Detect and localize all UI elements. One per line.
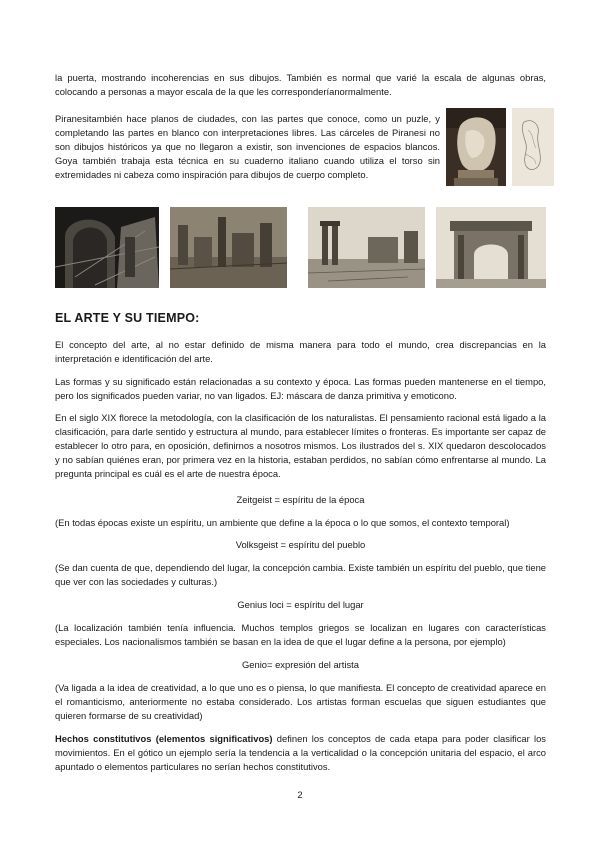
desc-genius-loci: [55, 621, 546, 649]
paragraph-text: (Se dan cuenta de que, dependiendo del lugar, la concepción cambia. Existe también un espíritu del pueblo, que tiene que ver con las sociedades y culturas.): [55, 562, 546, 587]
paragraph-piranesi: [55, 112, 440, 182]
desc-zeitgeist: [55, 516, 546, 530]
paragraph-siglo-xix: [55, 411, 546, 481]
paragraph-concepto-arte: [55, 338, 546, 366]
paragraph-hechos-constitutivos: [55, 732, 546, 774]
paragraph-text: la puerta, mostrando incoherencias en sus dibujos. También es normal que varié la escala de algunas obras, colocando a personas a mayor escala de la que les corresponderíanormalmente.: [55, 72, 546, 97]
roman-forum-etching-image: [308, 207, 425, 288]
paragraph-text: (La localización también tenía influencia. Muchos templos griegos se localizan en lugares con características especiales. Los nacionalismos también se basan en la idea de que el lugar define a la persona, por ejemplo): [55, 622, 546, 647]
section-heading: EL ARTE Y SU TIEMPO:: [55, 311, 200, 325]
page-number: 2: [297, 789, 303, 800]
term-text: Genio= expresión del artista: [242, 659, 359, 670]
campo-marzio-etching-image: [170, 207, 287, 288]
goya-sketch-image: [512, 108, 554, 186]
torso-sculpture-image: [446, 108, 506, 186]
carceri-etching-image: [55, 207, 159, 288]
desc-genio: [55, 681, 546, 723]
paragraph-rest: definen los conceptos de cada etapa para poder clasificar los movimientos. En el gótico un ejemplo sería la tendencia a la verticalidad o la concepción unitaria del espacio, el arco apuntado o elementos particulares no serían hechos constitutivos.: [55, 733, 546, 772]
paragraph-text: (Va ligada a la idea de creatividad, a lo que uno es o piensa, lo que manifiesta. El concepto de creatividad aparece en el romanticismo, anteriormente no estaba considerado. Los artistas forman escuelas que siguen estudiantes que quieren formarse de su creatividad): [55, 682, 546, 721]
term-text: Genius loci = espíritu del lugar: [237, 599, 364, 610]
term-volksgeist: [55, 538, 546, 552]
paragraph-text: El concepto del arte, al no estar definido de misma manera para todo el mundo, crea discrepancias en la interpretación e identificación del arte.: [55, 339, 546, 364]
paragraph-text: [55, 732, 546, 774]
term-text: Volksgeist = espíritu del pueblo: [235, 539, 366, 550]
triumphal-arch-etching-image: [436, 207, 546, 288]
paragraph-text: Piranesitambién hace planos de ciudades, con las partes que conoce, como un puzle, y completando las partes en blanco con interpretaciones libres. Las cárceles de Piranesi no son dibujos históricos ya que no llegaron a existir, son invenciones de espacios blancos. Goya también trabaja esta técnica en su cuaderno italiano cuando utiliza el torso sin extremidades ni cabeza como inspiración para dibujos de cuerpo completo.: [55, 113, 440, 180]
desc-volksgeist: [55, 561, 546, 589]
term-genio: [55, 658, 546, 672]
paragraph-text: En el siglo XIX florece la metodología, con la clasificación de los naturalistas. El pensamiento racional está ligado a la clasificación, para darle sentido y estructura al mundo, para establecer límites o fronteras. Es importante ser capaz de establecer lo otro para, en oposición, definirnos a nosotros mismos. Los ilustrados del s. XIX quedaron descolocados y no sabían quiénes eran, por primera vez en la historia, estaban perdidos, no sabían cómo enfrentarse al mundo. La pregunta principal es cuál es el arte de nuestra época.: [55, 412, 546, 479]
bold-term: Hechos constitutivos (elementos significativos): [55, 733, 273, 744]
term-genius-loci: [55, 598, 546, 612]
term-text: Zeitgeist = espíritu de la época: [236, 494, 365, 505]
paragraph-text: Las formas y su significado están relacionadas a su contexto y época. Las formas pueden mantenerse en el tiempo, pero los significados pueden variar, no van ligados. EJ: máscara de danza primitiva y emoticono.: [55, 376, 546, 401]
paragraph-formas: [55, 375, 546, 403]
paragraph-text: (En todas épocas existe un espíritu, un ambiente que define a la época o lo que somos, el contexto temporal): [55, 517, 510, 528]
term-zeitgeist: [55, 493, 546, 507]
paragraph-escala: [55, 71, 546, 99]
